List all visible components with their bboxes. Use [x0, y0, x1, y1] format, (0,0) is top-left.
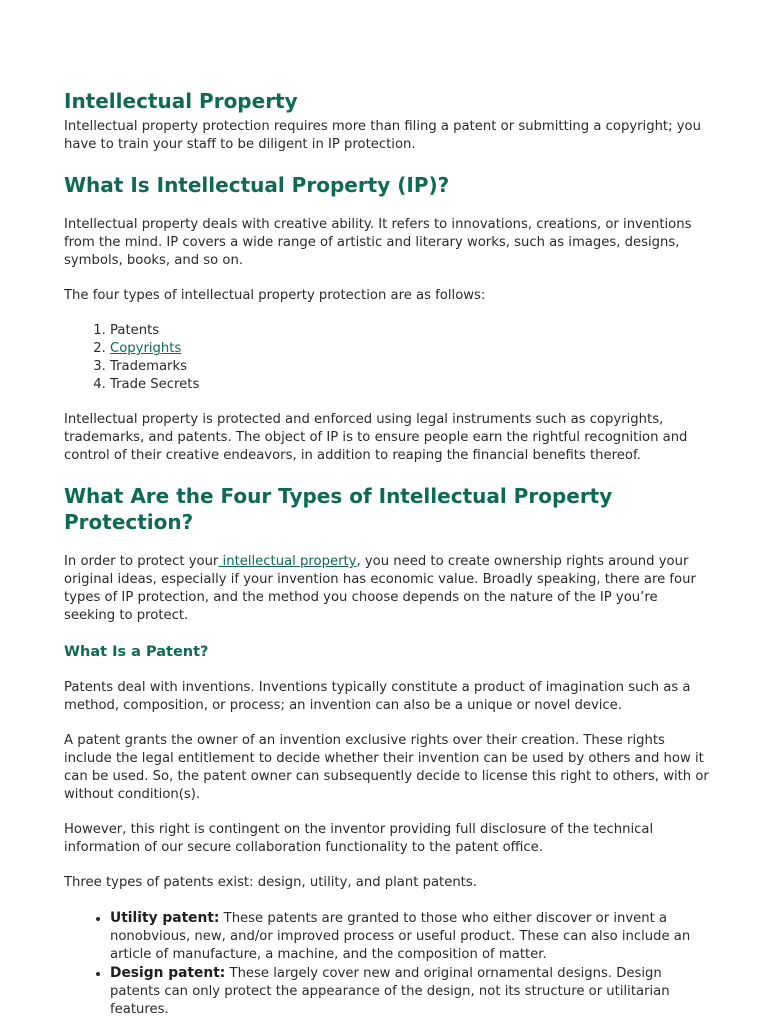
patent-paragraph-1: Patents deal with inventions. Inventions typically constitute a product of imagination such as a method, composition, or process; an invention can also be a unique or novel device.: [64, 680, 691, 713]
list-item: [110, 909, 712, 964]
paragraph-text: , you need to create ownership rights around your original ideas, especially if your invention has economic value. Broadly speaking, there are four types of IP protection, and the method you choose depends on the nature of the IP you’re seeking to protect.: [64, 554, 696, 623]
list-item: [110, 340, 712, 358]
section-heading-what-is-ip: What Is Intellectual Property (IP)?: [64, 173, 450, 197]
subheading-what-is-patent: What Is a Patent?: [64, 644, 209, 660]
list-item: [110, 322, 712, 340]
bullet-text: These patents are granted to those who either discover or invent a nonobvious, new, and/or improved process or useful product. These can also include an article of manufacture, a machine, and the composition of matter.: [110, 911, 691, 962]
intro-paragraph: Intellectual property protection requires more than filing a patent or submitting a copyright; you have to train your staff to be diligent in IP protection.: [64, 119, 701, 152]
protection-paragraph: [64, 553, 712, 625]
patent-types-list: [64, 909, 712, 1019]
list-item: [110, 964, 712, 1019]
bullet-term: Utility patent:: [110, 910, 220, 926]
list-item-label: Trade Secrets: [110, 377, 200, 392]
paragraph-text: In order to protect your: [64, 554, 219, 569]
patent-paragraph-4: Three types of patents exist: design, utility, and plant patents.: [64, 875, 477, 890]
copyrights-link[interactable]: Copyrights: [110, 341, 182, 356]
bullet-text: These largely cover new and original ornamental designs. Design patents can only protect the appearance of the design, not its structure or utilitarian features.: [110, 966, 670, 1017]
list-item: [110, 376, 712, 394]
intellectual-property-link[interactable]: intellectual property: [218, 554, 357, 569]
list-item-label: Trademarks: [110, 359, 187, 374]
types-intro-paragraph: The four types of intellectual property protection are as follows:: [64, 288, 486, 303]
list-item: [110, 358, 712, 376]
patent-paragraph-2: A patent grants the owner of an invention exclusive rights over their creation. These rights include the legal entitlement to decide whether their invention can be used by others and how it can be used. So, the patent owner can subsequently decide to license this right to others, with or without condition(s).: [64, 733, 709, 802]
document-title: Intellectual Property: [64, 89, 298, 113]
section-heading-four-types: What Are the Four Types of Intellectual Property Protection?: [64, 484, 613, 534]
patent-paragraph-3: However, this right is contingent on the inventor providing full disclosure of the technical information of our secure collaboration functionality to the patent office.: [64, 822, 654, 855]
list-item-label: Patents: [110, 323, 160, 338]
ip-definition-paragraph: Intellectual property deals with creative ability. It refers to innovations, creations, or inventions from the mind. IP covers a wide range of artistic and literary works, such as images, designs, symbols, books, and so on.: [64, 217, 692, 268]
ip-types-list: [64, 322, 712, 394]
bullet-term: Design patent:: [110, 965, 226, 981]
ip-enforcement-paragraph: Intellectual property is protected and enforced using legal instruments such as copyrights, trademarks, and patents. The object of IP is to ensure people earn the rightful recognition and control of their creative endeavors, in addition to reaping the financial benefits thereof.: [64, 412, 688, 463]
